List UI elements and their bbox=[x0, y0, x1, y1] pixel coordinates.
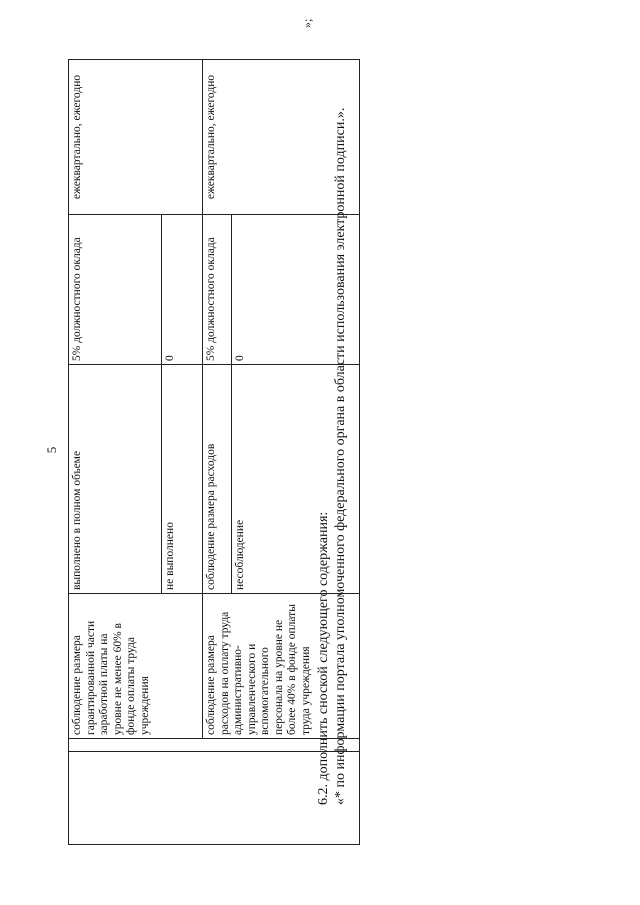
footnote-paragraph: «* по информации портала уполномоченного федерального органа в области использования электронной подписи.». bbox=[333, 107, 348, 805]
periodicity-cell: ежеквартально, ежегодно bbox=[203, 60, 360, 215]
payment-cell: 5% должностного оклада bbox=[69, 215, 162, 365]
payment-cell: 5% должностного оклада bbox=[203, 215, 232, 365]
table-row bbox=[69, 60, 162, 845]
amendment-paragraph: 6.2. дополнить сноской следующего содержания: bbox=[316, 511, 331, 805]
condition-cell: не выполнено bbox=[162, 365, 203, 594]
condition-cell: соблюдение размера расходов bbox=[203, 365, 232, 594]
criterion-cell: соблюдение размера расходов на оплату труда административно-управленческого и вспомогательного персонала на уровне не более 40% в фонде оплаты труда учреждения bbox=[203, 594, 360, 739]
condition-cell: несоблюдение bbox=[232, 365, 360, 594]
table-row bbox=[203, 60, 232, 845]
periodicity-cell: ежеквартально, ежегодно bbox=[69, 60, 203, 215]
closing-quote: »; bbox=[300, 18, 314, 28]
criterion-cell: соблюдение размера гарантированной части заработной платы на уровне не менее 60% в фонде оплаты труда учреждения bbox=[69, 594, 203, 739]
payment-cell: 0 bbox=[162, 215, 203, 365]
condition-cell: выполнено в полном объеме bbox=[69, 365, 162, 594]
payment-cell: 0 bbox=[232, 215, 360, 365]
page-number: 5 bbox=[44, 446, 59, 454]
